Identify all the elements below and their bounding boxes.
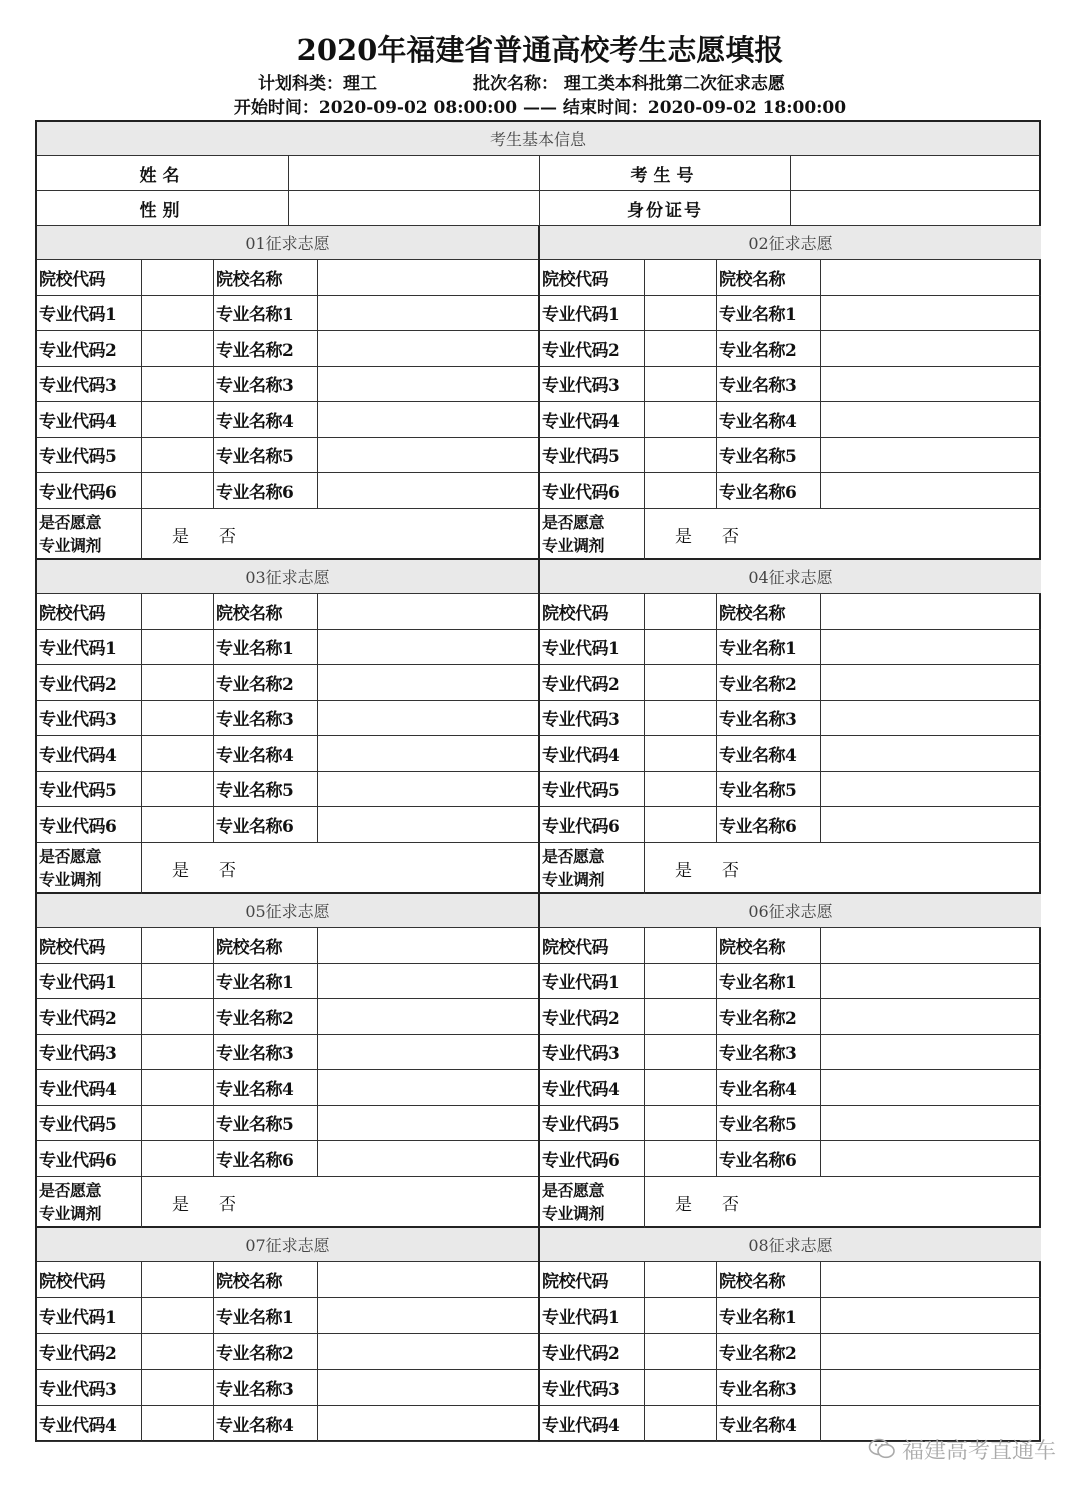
id-input[interactable] [791, 191, 1039, 226]
major-code-input[interactable] [645, 1035, 717, 1071]
major-code-input[interactable] [645, 964, 717, 1000]
major-code-label: 专业代码6 [540, 1141, 645, 1177]
adjust-yes-option[interactable]: 是 [675, 1194, 692, 1215]
major-code-input[interactable] [142, 807, 214, 843]
major-name-input[interactable] [821, 807, 1041, 843]
name-input[interactable] [289, 156, 540, 191]
adjust-label-line2: 专业调剂 [39, 536, 102, 555]
major-code-label: 专业代码3 [37, 701, 142, 737]
major-code-input[interactable] [645, 473, 717, 509]
school-name-label: 院校名称 [214, 594, 318, 630]
adjust-label-line1: 是否愿意 [39, 513, 102, 532]
school-code-label: 院校代码 [37, 260, 142, 296]
choice-header: 08征求志愿 [540, 1228, 1041, 1262]
adjust-options [142, 843, 538, 894]
major-code-label: 专业代码4 [540, 402, 645, 438]
major-name-label: 专业名称3 [717, 367, 821, 403]
major-name-label: 专业名称2 [214, 665, 318, 701]
major-name-label: 专业名称3 [717, 701, 821, 737]
major-name-label: 专业名称4 [214, 736, 318, 772]
watermark [868, 1424, 1068, 1474]
basic-info-header: 考生基本信息 [37, 122, 1039, 156]
school-code-label: 院校代码 [540, 594, 645, 630]
major-code-input[interactable] [142, 296, 214, 332]
school-code-label: 院校代码 [540, 928, 645, 964]
plan-category: 计划科类：理工 [258, 74, 377, 94]
basic-info-section [37, 122, 1039, 226]
major-code-input[interactable] [142, 1070, 214, 1106]
major-code-input[interactable] [645, 665, 717, 701]
major-code-label: 专业代码5 [37, 1106, 142, 1142]
major-name-input[interactable] [821, 630, 1041, 666]
school-name-label: 院校名称 [717, 260, 821, 296]
major-code-label: 专业代码2 [37, 331, 142, 367]
school-name-input[interactable] [318, 260, 538, 296]
batch-name: 批次名称： 理工类本科批第二次征求志愿 [473, 74, 785, 94]
adjust-label-line1: 是否愿意 [39, 1181, 102, 1200]
major-code-input[interactable] [142, 438, 214, 474]
major-name-label: 专业名称2 [214, 999, 318, 1035]
major-code-input[interactable] [645, 367, 717, 403]
school-code-input[interactable] [142, 260, 214, 296]
adjust-label-line2: 专业调剂 [542, 870, 605, 889]
choice-block-2 [538, 226, 1039, 558]
major-name-label: 专业名称3 [214, 1035, 318, 1071]
major-name-input[interactable] [821, 1141, 1041, 1177]
major-code-label: 专业代码1 [540, 964, 645, 1000]
major-code-label: 专业代码1 [37, 630, 142, 666]
id-label: 身份证号 [540, 191, 791, 226]
adjust-label-line2: 专业调剂 [542, 536, 605, 555]
choice-header: 06征求志愿 [540, 894, 1041, 928]
major-name-label: 专业名称1 [214, 296, 318, 332]
major-name-label: 专业名称2 [717, 331, 821, 367]
major-code-input[interactable] [645, 630, 717, 666]
adjust-label [540, 1177, 645, 1228]
major-code-input[interactable] [142, 1370, 214, 1406]
major-code-label: 专业代码2 [540, 331, 645, 367]
school-code-input[interactable] [645, 260, 717, 296]
school-name-input[interactable] [821, 594, 1041, 630]
choice-block-6 [538, 894, 1039, 1226]
adjust-label [540, 843, 645, 894]
adjust-label-line1: 是否愿意 [39, 847, 102, 866]
school-code-label: 院校代码 [540, 260, 645, 296]
school-code-label: 院校代码 [37, 928, 142, 964]
adjust-options [142, 509, 538, 560]
adjust-options [645, 1177, 1041, 1228]
major-code-label: 专业代码4 [540, 736, 645, 772]
exam-no-input[interactable] [791, 156, 1039, 191]
school-name-input[interactable] [318, 1262, 538, 1298]
major-name-input[interactable] [318, 473, 538, 509]
choice-block-3 [37, 560, 538, 892]
major-code-label: 专业代码3 [540, 1035, 645, 1071]
major-code-input[interactable] [142, 665, 214, 701]
choice-header: 03征求志愿 [37, 560, 538, 594]
major-code-input[interactable] [142, 701, 214, 737]
major-name-label: 专业名称5 [717, 772, 821, 808]
major-name-label: 专业名称2 [717, 1334, 821, 1370]
major-name-label: 专业名称1 [717, 630, 821, 666]
adjust-yes-option[interactable]: 是 [675, 526, 692, 547]
major-code-label: 专业代码1 [540, 1298, 645, 1334]
major-name-input[interactable] [318, 1106, 538, 1142]
major-code-input[interactable] [142, 367, 214, 403]
major-code-input[interactable] [142, 331, 214, 367]
major-name-label: 专业名称6 [717, 1141, 821, 1177]
major-name-label: 专业名称2 [717, 999, 821, 1035]
major-name-label: 专业名称5 [214, 772, 318, 808]
school-code-input[interactable] [142, 928, 214, 964]
major-code-label: 专业代码4 [37, 1070, 142, 1106]
major-name-label: 专业名称4 [214, 1406, 318, 1442]
wechat-icon [868, 1438, 896, 1460]
major-name-label: 专业名称4 [717, 736, 821, 772]
major-code-label: 专业代码3 [37, 367, 142, 403]
adjust-label [37, 1177, 142, 1228]
major-code-input[interactable] [645, 999, 717, 1035]
major-code-label: 专业代码2 [540, 999, 645, 1035]
major-code-label: 专业代码6 [540, 473, 645, 509]
major-name-label: 专业名称1 [214, 630, 318, 666]
major-code-input[interactable] [142, 402, 214, 438]
major-code-label: 专业代码5 [540, 1106, 645, 1142]
major-name-input[interactable] [821, 473, 1041, 509]
major-code-input[interactable] [142, 1106, 214, 1142]
major-name-input[interactable] [821, 367, 1041, 403]
major-code-label: 专业代码1 [37, 296, 142, 332]
school-name-input[interactable] [821, 928, 1041, 964]
major-name-label: 专业名称3 [214, 367, 318, 403]
school-code-input[interactable] [645, 594, 717, 630]
major-name-label: 专业名称4 [717, 1406, 821, 1442]
gender-input[interactable] [289, 191, 540, 226]
adjust-label-line2: 专业调剂 [39, 1204, 102, 1223]
choice-header: 02征求志愿 [540, 226, 1041, 260]
school-name-input[interactable] [318, 594, 538, 630]
school-code-input[interactable] [645, 1262, 717, 1298]
major-code-input[interactable] [645, 402, 717, 438]
school-code-label: 院校代码 [540, 1262, 645, 1298]
adjust-no-option[interactable]: 否 [219, 1194, 236, 1215]
major-code-label: 专业代码3 [540, 701, 645, 737]
major-code-input[interactable] [645, 296, 717, 332]
major-code-input[interactable] [142, 964, 214, 1000]
major-name-input[interactable] [821, 999, 1041, 1035]
adjust-yes-option[interactable]: 是 [675, 860, 692, 881]
major-name-input[interactable] [318, 772, 538, 808]
major-name-input[interactable] [821, 1298, 1041, 1334]
major-name-input[interactable] [821, 1334, 1041, 1370]
major-name-label: 专业名称3 [214, 1370, 318, 1406]
major-name-label: 专业名称2 [214, 331, 318, 367]
major-code-input[interactable] [142, 1035, 214, 1071]
major-code-label: 专业代码4 [37, 736, 142, 772]
major-name-label: 专业名称6 [214, 473, 318, 509]
major-name-input[interactable] [318, 630, 538, 666]
adjust-label [540, 509, 645, 560]
choice-row [37, 226, 1039, 560]
application-form [35, 120, 1041, 1442]
school-name-input[interactable] [821, 1262, 1041, 1298]
adjust-label-line2: 专业调剂 [542, 1204, 605, 1223]
major-name-input[interactable] [821, 331, 1041, 367]
major-name-input[interactable] [318, 402, 538, 438]
choice-block-7 [37, 1228, 538, 1442]
choice-header: 05征求志愿 [37, 894, 538, 928]
major-code-label: 专业代码5 [37, 772, 142, 808]
major-code-input[interactable] [142, 1406, 214, 1442]
major-code-label: 专业代码1 [540, 296, 645, 332]
major-name-input[interactable] [318, 331, 538, 367]
choice-row [37, 894, 1039, 1228]
adjust-no-option[interactable]: 否 [722, 1194, 739, 1215]
major-name-input[interactable] [821, 296, 1041, 332]
major-name-input[interactable] [318, 1070, 538, 1106]
major-name-label: 专业名称3 [717, 1370, 821, 1406]
school-code-label: 院校代码 [37, 594, 142, 630]
adjust-label-line1: 是否愿意 [542, 847, 605, 866]
major-name-input[interactable] [821, 665, 1041, 701]
major-code-input[interactable] [645, 736, 717, 772]
major-code-label: 专业代码2 [37, 665, 142, 701]
major-name-input[interactable] [821, 1370, 1041, 1406]
major-code-input[interactable] [645, 701, 717, 737]
major-name-label: 专业名称4 [214, 402, 318, 438]
major-code-input[interactable] [142, 736, 214, 772]
major-name-input[interactable] [821, 402, 1041, 438]
major-name-label: 专业名称6 [717, 473, 821, 509]
major-code-label: 专业代码3 [37, 1370, 142, 1406]
school-code-input[interactable] [645, 928, 717, 964]
adjust-label [37, 843, 142, 894]
major-code-label: 专业代码6 [37, 1141, 142, 1177]
major-name-input[interactable] [318, 1334, 538, 1370]
major-name-label: 专业名称4 [214, 1070, 318, 1106]
adjust-yes-option[interactable]: 是 [172, 860, 189, 881]
choice-header: 07征求志愿 [37, 1228, 538, 1262]
major-code-input[interactable] [142, 473, 214, 509]
major-code-input[interactable] [645, 1298, 717, 1334]
major-name-input[interactable] [318, 296, 538, 332]
major-code-input[interactable] [645, 772, 717, 808]
major-name-input[interactable] [318, 1141, 538, 1177]
major-code-input[interactable] [645, 1106, 717, 1142]
adjust-yes-option[interactable]: 是 [172, 526, 189, 547]
major-name-label: 专业名称5 [214, 1106, 318, 1142]
choice-header: 04征求志愿 [540, 560, 1041, 594]
adjust-label-line1: 是否愿意 [542, 513, 605, 532]
major-name-input[interactable] [318, 701, 538, 737]
adjust-options [645, 843, 1041, 894]
major-code-label: 专业代码5 [37, 438, 142, 474]
major-code-label: 专业代码5 [540, 772, 645, 808]
adjust-yes-option[interactable]: 是 [172, 1194, 189, 1215]
major-name-input[interactable] [318, 736, 538, 772]
major-code-label: 专业代码5 [540, 438, 645, 474]
major-code-input[interactable] [142, 1298, 214, 1334]
major-name-label: 专业名称1 [717, 964, 821, 1000]
school-name-input[interactable] [318, 928, 538, 964]
school-name-label: 院校名称 [717, 594, 821, 630]
major-code-label: 专业代码4 [540, 1070, 645, 1106]
major-code-input[interactable] [142, 772, 214, 808]
major-name-label: 专业名称2 [717, 665, 821, 701]
major-name-label: 专业名称1 [214, 1298, 318, 1334]
major-name-input[interactable] [821, 964, 1041, 1000]
major-name-label: 专业名称6 [214, 807, 318, 843]
major-name-label: 专业名称6 [214, 1141, 318, 1177]
adjust-options [645, 509, 1041, 560]
choice-block-1 [37, 226, 538, 558]
major-code-label: 专业代码3 [540, 367, 645, 403]
major-name-label: 专业名称5 [717, 438, 821, 474]
major-code-label: 专业代码2 [37, 999, 142, 1035]
major-code-label: 专业代码3 [540, 1370, 645, 1406]
major-code-label: 专业代码2 [540, 1334, 645, 1370]
major-code-label: 专业代码1 [540, 630, 645, 666]
major-name-label: 专业名称1 [214, 964, 318, 1000]
school-code-input[interactable] [142, 594, 214, 630]
major-code-input[interactable] [142, 999, 214, 1035]
major-name-label: 专业名称3 [717, 1035, 821, 1071]
major-code-label: 专业代码3 [37, 1035, 142, 1071]
major-name-input[interactable] [318, 438, 538, 474]
school-code-input[interactable] [142, 1262, 214, 1298]
school-name-label: 院校名称 [717, 1262, 821, 1298]
time-range: 开始时间：2020-09-02 08:00:00 —— 结束时间：2020-09-02 18:00:00 [233, 98, 847, 118]
adjust-no-option[interactable]: 否 [219, 526, 236, 547]
adjust-label [37, 509, 142, 560]
major-code-label: 专业代码1 [37, 964, 142, 1000]
major-name-input[interactable] [318, 999, 538, 1035]
major-name-label: 专业名称2 [214, 1334, 318, 1370]
major-name-label: 专业名称1 [717, 1298, 821, 1334]
major-name-input[interactable] [821, 438, 1041, 474]
adjust-no-option[interactable]: 否 [219, 860, 236, 881]
major-code-label: 专业代码4 [37, 402, 142, 438]
major-code-input[interactable] [645, 331, 717, 367]
watermark-text: 福建高考直通车 [902, 1438, 1057, 1464]
major-code-input[interactable] [645, 438, 717, 474]
major-name-label: 专业名称5 [717, 1106, 821, 1142]
major-name-label: 专业名称4 [717, 1070, 821, 1106]
major-code-label: 专业代码2 [37, 1334, 142, 1370]
major-code-input[interactable] [645, 807, 717, 843]
major-code-label: 专业代码6 [37, 473, 142, 509]
major-code-input[interactable] [142, 1334, 214, 1370]
major-name-label: 专业名称3 [214, 701, 318, 737]
major-name-input[interactable] [318, 367, 538, 403]
major-code-label: 专业代码6 [540, 807, 645, 843]
choice-header: 01征求志愿 [37, 226, 538, 260]
major-name-input[interactable] [821, 701, 1041, 737]
major-name-input[interactable] [318, 1298, 538, 1334]
major-code-label: 专业代码2 [540, 665, 645, 701]
page-title: 2020年福建省普通高校考生志愿填报 [296, 33, 784, 67]
choice-row [37, 1228, 1039, 1442]
major-code-label: 专业代码1 [37, 1298, 142, 1334]
major-code-label: 专业代码4 [37, 1406, 142, 1442]
major-name-input[interactable] [821, 772, 1041, 808]
major-code-label: 专业代码4 [540, 1406, 645, 1442]
major-code-input[interactable] [645, 1370, 717, 1406]
major-name-label: 专业名称5 [214, 438, 318, 474]
name-label: 姓名 [37, 156, 289, 191]
major-name-input[interactable] [318, 665, 538, 701]
major-code-input[interactable] [142, 1141, 214, 1177]
school-name-input[interactable] [821, 260, 1041, 296]
major-name-label: 专业名称6 [717, 807, 821, 843]
school-name-label: 院校名称 [717, 928, 821, 964]
major-code-input[interactable] [645, 1406, 717, 1442]
major-name-label: 专业名称4 [717, 402, 821, 438]
school-name-label: 院校名称 [214, 928, 318, 964]
adjust-no-option[interactable]: 否 [722, 526, 739, 547]
adjust-label-line1: 是否愿意 [542, 1181, 605, 1200]
gender-label: 性别 [37, 191, 289, 226]
choice-block-4 [538, 560, 1039, 892]
major-name-input[interactable] [821, 1070, 1041, 1106]
major-name-input[interactable] [318, 1370, 538, 1406]
major-name-input[interactable] [318, 964, 538, 1000]
choice-block-8 [538, 1228, 1039, 1442]
major-name-input[interactable] [821, 1106, 1041, 1142]
major-code-input[interactable] [645, 1070, 717, 1106]
major-code-input[interactable] [645, 1334, 717, 1370]
choices-section [37, 226, 1039, 1442]
exam-no-label: 考生号 [540, 156, 791, 191]
major-code-input[interactable] [142, 630, 214, 666]
choice-row [37, 560, 1039, 894]
school-name-label: 院校名称 [214, 1262, 318, 1298]
adjust-label-line2: 专业调剂 [39, 870, 102, 889]
major-name-input[interactable] [821, 736, 1041, 772]
school-code-label: 院校代码 [37, 1262, 142, 1298]
choice-block-5 [37, 894, 538, 1226]
adjust-options [142, 1177, 538, 1228]
major-name-input[interactable] [318, 1406, 538, 1442]
school-name-label: 院校名称 [214, 260, 318, 296]
major-code-input[interactable] [645, 1141, 717, 1177]
major-name-input[interactable] [318, 807, 538, 843]
major-name-input[interactable] [318, 1035, 538, 1071]
major-name-input[interactable] [821, 1035, 1041, 1071]
adjust-no-option[interactable]: 否 [722, 860, 739, 881]
major-name-label: 专业名称1 [717, 296, 821, 332]
major-code-label: 专业代码6 [37, 807, 142, 843]
